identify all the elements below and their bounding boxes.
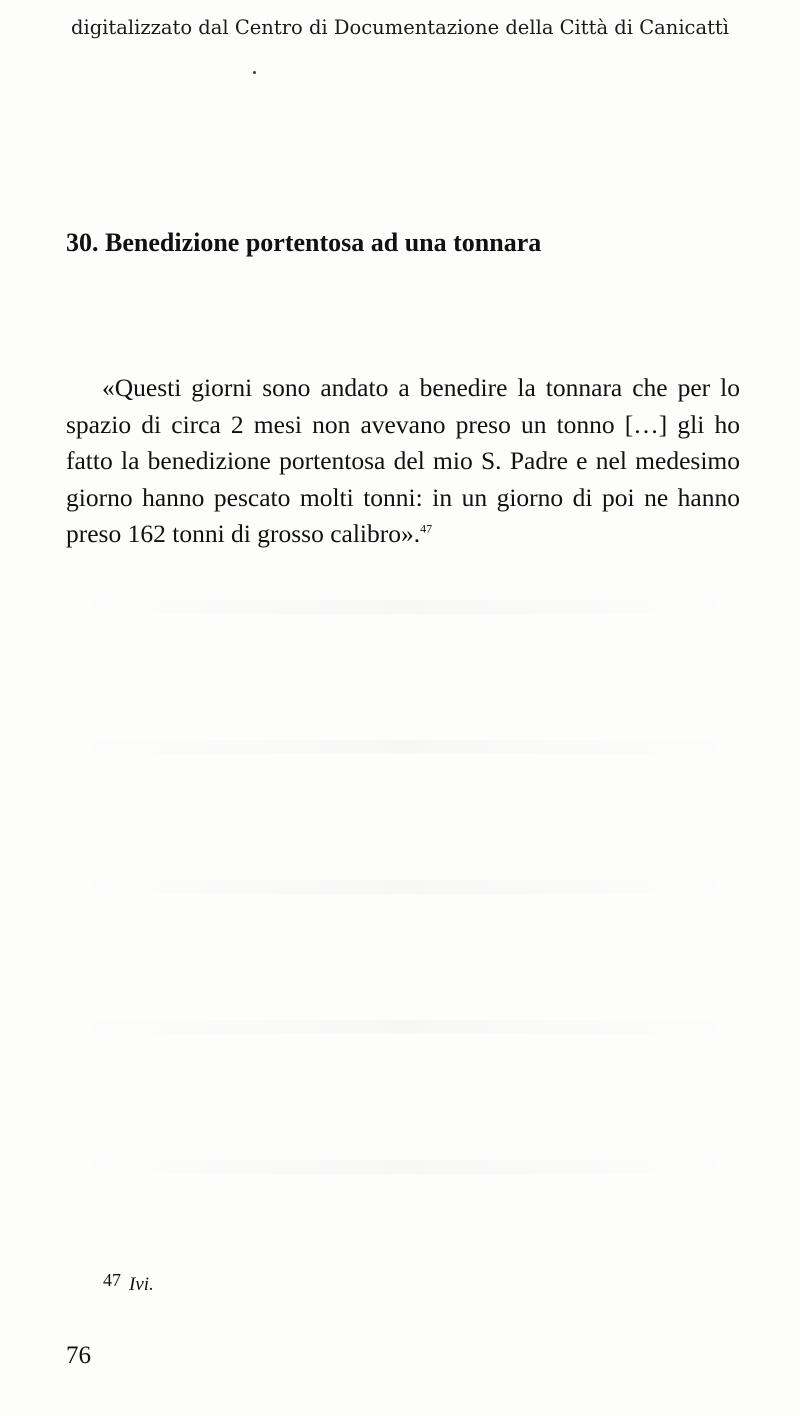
quotation-text: «Questi giorni sono andato a benedire la tonnara che per lo spazio di circa 2 mesi non avevano preso un tonno […] gli ho fatto la benedizione portentosa del mio S. Padre e nel medesimo giorno hanno pescato molti tonni: in un giorno di poi ne hanno preso 162 tonni di grosso calibro». — [66, 373, 740, 548]
bleed-through — [64, 740, 744, 754]
page-number: 76 — [66, 1342, 91, 1369]
speck — [253, 71, 256, 74]
footnote-number: 47 — [103, 1270, 121, 1290]
digitization-watermark: digitalizzato dal Centro di Documentazione della Città di Canicattì — [70, 16, 730, 39]
quotation-block — [66, 370, 740, 553]
quotation-paragraph — [66, 370, 740, 553]
bleed-through — [64, 1020, 744, 1034]
footnote-text: Ivi. — [129, 1274, 154, 1295]
bleed-through — [64, 1160, 744, 1174]
footnote-reference[interactable]: 47 — [420, 521, 433, 536]
footnote — [103, 1270, 154, 1296]
bleed-through — [64, 880, 744, 894]
section-heading: 30. Benedizione portentosa ad una tonnara — [66, 228, 542, 257]
bleed-through — [64, 600, 744, 614]
